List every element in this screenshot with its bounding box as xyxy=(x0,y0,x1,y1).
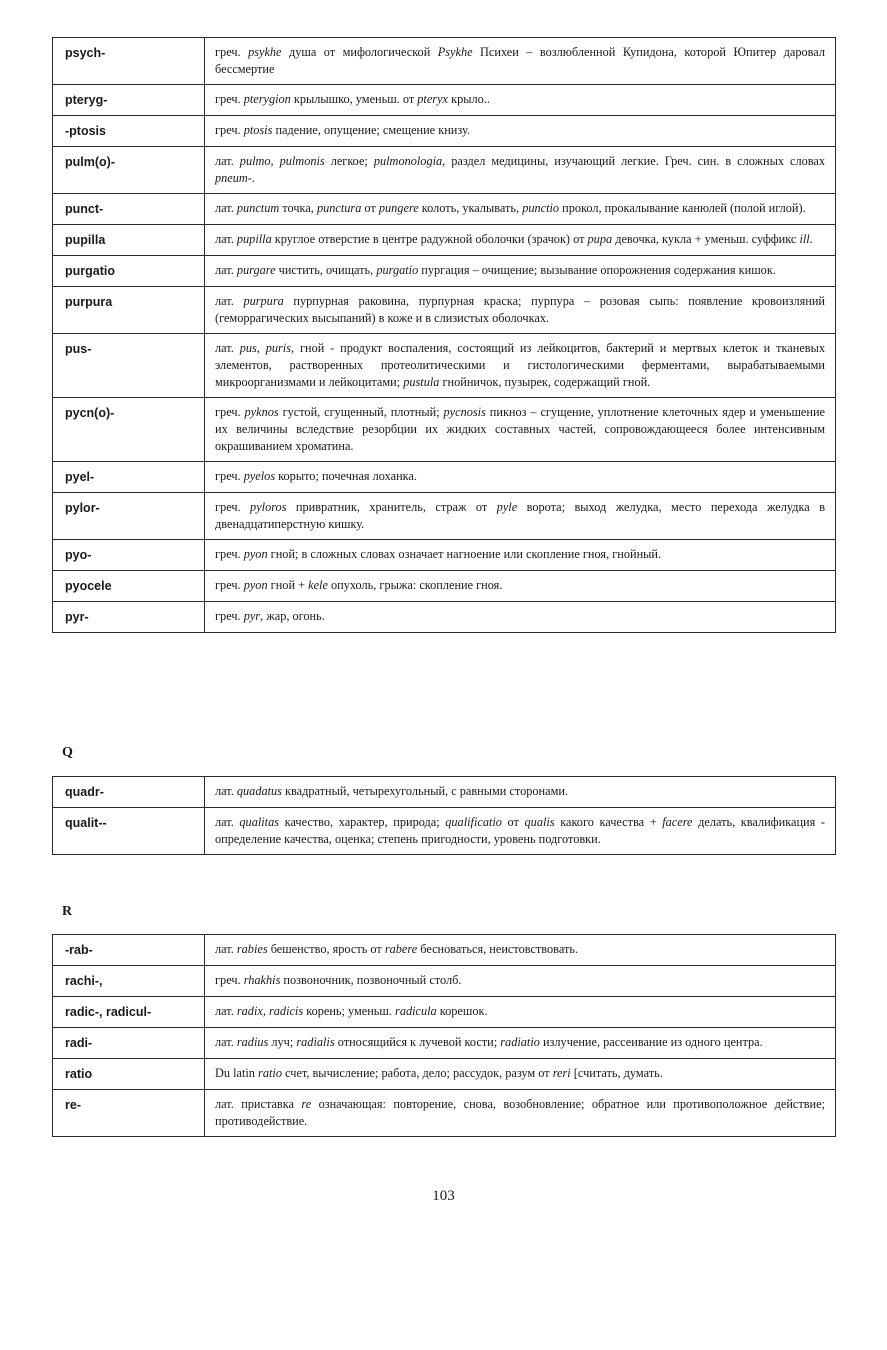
entry-row xyxy=(53,116,836,147)
entry-term: radic-, radicul- xyxy=(53,997,205,1028)
italic-term: pneum- xyxy=(215,171,252,185)
entry-definition: лат. radius луч; radialis относящийся к лучевой кости; radiatio излучение, рассеивание из одного центра. xyxy=(205,1028,836,1059)
entry-row xyxy=(53,808,836,855)
entry-definition: греч. ptosis падение, опущение; смещение книзу. xyxy=(205,116,836,147)
entry-definition: лат. pus, puris, гной - продукт воспаления, состоящий из лейкоцитов, бактерий и мертвых клеток и тканевых элементов, растворенных протеолитическими и гистологическими ферментами, вырабатываемыми микроорганизмами и лейкоцитами; pustula гнойничок, пузырек, содержащий гной. xyxy=(205,334,836,398)
entry-term: ratio xyxy=(53,1059,205,1090)
entry-row xyxy=(53,966,836,997)
entry-definition: греч. psykhe душа от мифологической Psykhe Психеи – возлюбленной Купидона, которой Юпитер даровал бессмертие xyxy=(205,38,836,85)
italic-term: punctum xyxy=(236,201,280,215)
italic-term: radicula xyxy=(395,1004,437,1018)
entry-term: quadr- xyxy=(53,777,205,808)
entry-term: pyel- xyxy=(53,462,205,493)
entry-term: rachi-, xyxy=(53,966,205,997)
italic-term: radiatio xyxy=(500,1035,540,1049)
italic-term: rabere xyxy=(384,942,418,956)
italic-term: quadatus xyxy=(236,784,282,798)
entry-term: -rab- xyxy=(53,935,205,966)
entry-definition: греч. pyon гной + kele опухоль, грыжа: скопление гноя. xyxy=(205,571,836,602)
italic-term: purpura xyxy=(243,294,284,308)
entry-row xyxy=(53,935,836,966)
italic-term: pyloros xyxy=(250,500,287,514)
entry-row xyxy=(53,540,836,571)
italic-term: purgatio xyxy=(376,263,419,277)
entry-term: -ptosis xyxy=(53,116,205,147)
italic-term: ratio xyxy=(258,1066,282,1080)
italic-term: pyon xyxy=(243,578,268,592)
entry-row xyxy=(53,997,836,1028)
entry-definition: лат. pulmo, pulmonis легкое; pulmonologia, раздел медицины, изучающий легкие. Греч. син. в сложных словах pneum-. xyxy=(205,147,836,194)
italic-term: pyknos xyxy=(244,405,279,419)
entry-definition: греч. pyelos корыто; почечная лоханка. xyxy=(205,462,836,493)
italic-term: pyr xyxy=(243,609,261,623)
entry-term: purgatio xyxy=(53,256,205,287)
section-letter-q: Q xyxy=(62,745,73,760)
entry-definition: лат. pupilla круглое отверстие в центре радужной оболочки (зрачок) от pupa девочка, кукла + уменьш. суффикс ill. xyxy=(205,225,836,256)
italic-term: ptosis xyxy=(243,123,273,137)
entry-term: pupilla xyxy=(53,225,205,256)
entry-definition: греч. pyloros привратник, хранитель, страж от pyle ворота; выход желудка, место перехода желудка в двенадцатиперстную кишку. xyxy=(205,493,836,540)
entry-term: pyocele xyxy=(53,571,205,602)
entry-row xyxy=(53,287,836,334)
entry-term: purpura xyxy=(53,287,205,334)
entry-row xyxy=(53,194,836,225)
italic-term: radix, radicis xyxy=(236,1004,304,1018)
italic-term: ill. xyxy=(799,232,813,246)
italic-term: pustula xyxy=(403,375,440,389)
italic-term: rabies xyxy=(236,942,268,956)
section-letter-r: R xyxy=(62,904,73,919)
entry-term: pulm(o)- xyxy=(53,147,205,194)
entry-definition: Du latin ratio счет, вычисление; работа, дело; рассудок, разум от reri [считать, думать. xyxy=(205,1059,836,1090)
italic-term: pungere xyxy=(378,201,419,215)
entry-row xyxy=(53,38,836,85)
italic-term: punctio xyxy=(522,201,560,215)
entry-definition: лат. purgare чистить, очищать, purgatio пургация – очищение; вызывание опорожнения содержания кишок. xyxy=(205,256,836,287)
italic-term: re xyxy=(301,1097,312,1111)
italic-term: qualis xyxy=(524,815,555,829)
entry-term: pyo- xyxy=(53,540,205,571)
italic-term: radialis xyxy=(296,1035,335,1049)
entry-definition: лат. purpura пурпурная раковина, пурпурная краска; пурпура – розовая сыпь: появление кровоизляний (геморрагических высыпаний) в коже и в слизистых оболочках. xyxy=(205,287,836,334)
entry-definition: лат. приставка re означающая: повторение, снова, возобновление; обратное или противоположное действие; противодействие. xyxy=(205,1090,836,1137)
italic-term: psykhe xyxy=(248,45,282,59)
entry-row xyxy=(53,256,836,287)
italic-term: rhakhis xyxy=(243,973,281,987)
italic-term: pteryx xyxy=(417,92,449,106)
italic-term: reri xyxy=(552,1066,571,1080)
italic-term: pyon xyxy=(243,547,268,561)
italic-term: kele xyxy=(308,578,328,592)
italic-term: pulmo, pulmonis xyxy=(239,154,325,168)
entry-term: pyr- xyxy=(53,602,205,633)
entry-term: pus- xyxy=(53,334,205,398)
entry-term: pylor- xyxy=(53,493,205,540)
entries-table-q xyxy=(52,776,836,855)
entry-row xyxy=(53,602,836,633)
italic-term: punctura xyxy=(316,201,362,215)
italic-term: facere xyxy=(662,815,693,829)
italic-term: qualitas xyxy=(239,815,280,829)
entry-term: pycn(o)- xyxy=(53,398,205,462)
entry-definition: греч. pyon гной; в сложных словах означает нагноение или скопление гноя, гнойный. xyxy=(205,540,836,571)
entry-row xyxy=(53,493,836,540)
entry-definition: греч. rhakhis позвоночник, позвоночный столб. xyxy=(205,966,836,997)
entry-term: punct- xyxy=(53,194,205,225)
italic-term: pus, puris, xyxy=(239,341,295,355)
entry-definition: греч. pyr, жар, огонь. xyxy=(205,602,836,633)
italic-term: pupilla xyxy=(236,232,272,246)
entry-term: pteryg- xyxy=(53,85,205,116)
entries-table-p xyxy=(52,37,836,633)
entry-term: psych- xyxy=(53,38,205,85)
entry-row xyxy=(53,462,836,493)
entry-definition: лат. rabies бешенство, ярость от rabere бесноваться, неистовствовать. xyxy=(205,935,836,966)
italic-term: Psykhe xyxy=(437,45,473,59)
entry-row xyxy=(53,85,836,116)
entry-term: radi- xyxy=(53,1028,205,1059)
entry-definition: лат. qualitas качество, характер, природа; qualificatio от qualis какого качества + facere делать, квалификация - определение качества, оценка; степень пригодности, уровень подготовки. xyxy=(205,808,836,855)
italic-term: pulmonologia, xyxy=(373,154,446,168)
entry-row xyxy=(53,571,836,602)
italic-term: purgare xyxy=(236,263,276,277)
entry-row xyxy=(53,1090,836,1137)
entry-term: re- xyxy=(53,1090,205,1137)
entry-definition: лат. quadatus квадратный, четырехугольный, с равными сторонами. xyxy=(205,777,836,808)
entry-definition: лат. punctum точка, punctura от pungere колоть, укалывать, punctio прокол, прокалывание канюлей (полой иглой). xyxy=(205,194,836,225)
entry-row xyxy=(53,1059,836,1090)
italic-term: pyelos xyxy=(243,469,276,483)
italic-term: pycnosis xyxy=(443,405,486,419)
entry-row xyxy=(53,777,836,808)
entry-definition: лат. radix, radicis корень; уменьш. radicula корешок. xyxy=(205,997,836,1028)
italic-term: qualificatio xyxy=(445,815,502,829)
italic-term: pupa xyxy=(587,232,613,246)
italic-term: radius xyxy=(236,1035,269,1049)
italic-term: pterygion xyxy=(243,92,291,106)
entry-definition: греч. pterygion крылышко, уменьш. от pteryx крыло.. xyxy=(205,85,836,116)
entries-table-r xyxy=(52,934,836,1137)
entry-row xyxy=(53,225,836,256)
page-number: 103 xyxy=(432,1188,455,1204)
entry-row xyxy=(53,1028,836,1059)
entry-row xyxy=(53,398,836,462)
entry-row xyxy=(53,147,836,194)
entry-row xyxy=(53,334,836,398)
entry-term: qualit-- xyxy=(53,808,205,855)
entry-definition: греч. pyknos густой, сгущенный, плотный; pycnosis пикноз – сгущение, уплотнение клеточных ядер и уменьшение их величины вследствие резорбции их жидких составных частей, сопровождающееся более интенсивным окрашиванием хроматина. xyxy=(205,398,836,462)
italic-term: pyle xyxy=(496,500,518,514)
